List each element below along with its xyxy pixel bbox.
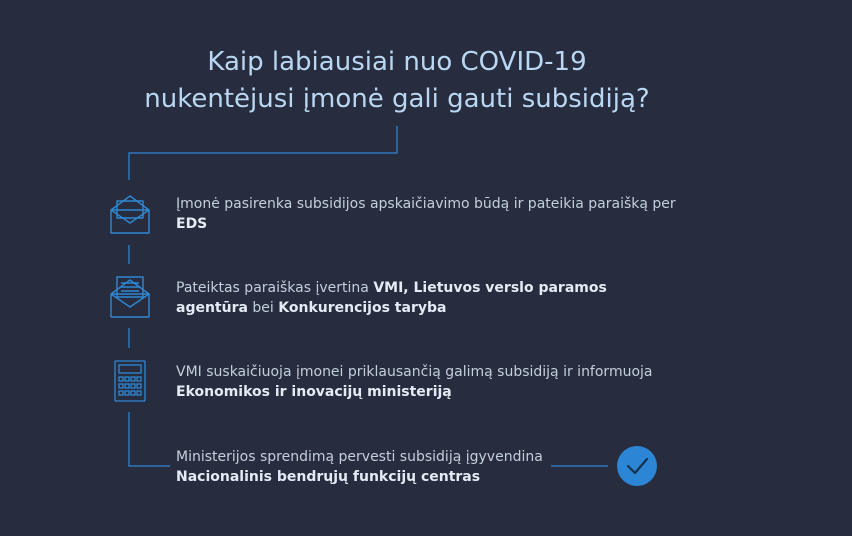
step-1-text [176,194,676,234]
step-4-text-a: Ministerijos sprendimą pervesti subsidiją įgyvendina [176,449,543,465]
step-1-bold-a: EDS [176,216,208,232]
calculator-icon [113,359,147,403]
title-line-2: nukentėjusi įmonė gali gauti subsidiją? [144,84,650,114]
checkmark-circle-icon [617,446,657,486]
timeline-segment-3 [129,412,170,466]
step-2-bold-a: VMI, Lietuvos verslo paramos agentūra [176,280,607,316]
step-3-bold-a: Ekonomikos ir inovacijų ministeriją [176,384,452,400]
step-4-text [176,447,566,487]
step-3-text-a: VMI suskaičiuoja įmonei priklausančią galimą subsidiją ir informuoja [176,364,653,380]
step-1-text-a: Įmonė pasirenka subsidijos apskaičiavimo būdą ir pateikia paraišką per [176,196,676,212]
envelope-icon [109,193,151,235]
step-2-text-a: Pateiktas paraiškas įvertina [176,280,374,296]
title-connector [129,126,397,180]
step-2-text-b: bei [247,300,279,316]
step-2-text [176,278,676,318]
letter-envelope-icon [109,275,151,319]
step-3-text [176,362,676,402]
step-4-bold-a: Nacionalinis bendrųjų funkcijų centras [176,469,481,485]
checkmark-circle [617,446,657,486]
step-2-bold-b: Konkurencijos taryba [278,300,447,316]
title-line-1: Kaip labiausiai nuo COVID-19 [207,47,587,77]
